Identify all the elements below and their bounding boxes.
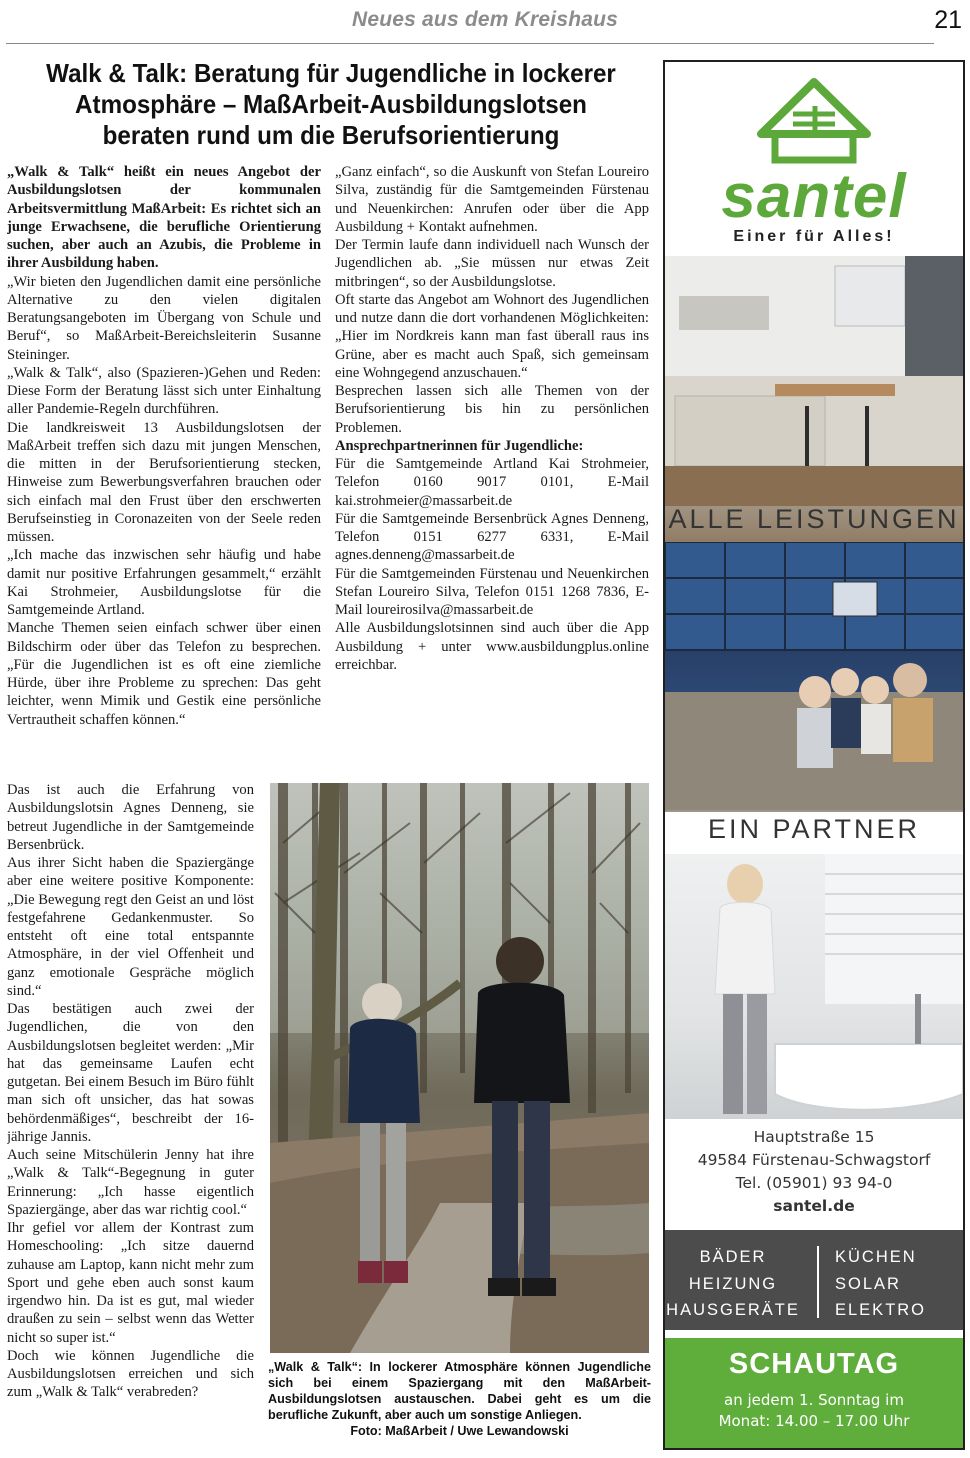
service-item: HEIZUNG bbox=[688, 1274, 778, 1293]
schautag-title: SCHAUTAG bbox=[728, 1348, 900, 1380]
article-paragraph: Aus ihrer Sicht haben die Spaziergänge aber eine weitere positive Komponente: „Die Bewegung regt den Geist an und löst festgefahrene Gedankenmuster. So entsteht oft eine total entspannte Atmosphäre, in der viel Offenheit und ganz emotionale Gespräche möglich sind.“ bbox=[7, 855, 254, 999]
page-number: 21 bbox=[934, 6, 962, 34]
service-item: KÜCHEN bbox=[835, 1248, 917, 1266]
headline-line-2: Atmosphäre – MaßArbeit-Ausbildungslotsen bbox=[75, 89, 587, 119]
photo-caption bbox=[268, 1359, 651, 1439]
kitchen-illustration bbox=[665, 256, 963, 506]
ad-bathroom-photo bbox=[665, 854, 963, 1119]
article-paragraph: Der Termin laufe dann individuell nach Wunsch der Jugendlichen ab. „Sie müssen nur etwas Zeit mitbringen“, so der Ausbildungslotse. bbox=[335, 237, 649, 290]
headline-line-1: Walk & Talk: Beratung für Jugendliche in lockerer bbox=[46, 58, 616, 88]
ad-city: 49584 Fürstenau-Schwagstorf bbox=[697, 1151, 931, 1169]
bathroom-illustration bbox=[665, 854, 963, 1119]
article-photo bbox=[270, 783, 649, 1353]
service-item: BÄDER bbox=[699, 1248, 767, 1266]
header-rule bbox=[6, 43, 934, 44]
forest-photo-illustration bbox=[270, 783, 649, 1353]
article-headline bbox=[29, 58, 634, 151]
ad-website: santel.de bbox=[773, 1197, 855, 1215]
ad-slogan: Einer für Alles! bbox=[733, 228, 895, 245]
santel-logo-icon bbox=[665, 76, 963, 164]
contacts-heading: Ansprechpartnerinnen für Jugendliche: bbox=[335, 437, 584, 454]
article-column-1-lower bbox=[7, 781, 254, 1453]
article-paragraph: Manche Themen seien einfach schwer über einen Bildschirm oder über das Telefon zu besprechen. „Für die Jugendlichen ist es oft eine ziemliche Hürde, über ihre Probleme zu sprechen: Das geht leichter, wenn Mimik und Gestik eine persönliche Vertrautheit schaffen können.“ bbox=[7, 620, 321, 728]
article-paragraph: Oft starte das Angebot am Wohnort des Jugendlichen und nutze dann die dort vorhandenen Möglichkeiten: „Hier im Nordkreis kann man fast überall raus ins Grüne, aber es macht auch Spaß, sich gemeinsam eine Wohngegend anzuschauen.“ bbox=[335, 291, 649, 381]
contact-app: Alle Ausbildungslotsinnen sind auch über die App Ausbildung + unter www.ausbildungplus.online erreichbar. bbox=[335, 620, 649, 673]
solar-roof-illustration bbox=[665, 542, 963, 810]
contact-fuerstenau: Für die Samtgemeinden Fürstenau und Neuenkirchen Stefan Loureiro Silva, Telefon 0151 1268 7836, E-Mail loureirosilva@massarbeit.de bbox=[335, 565, 649, 618]
section-title: Neues aus dem Kreishaus bbox=[351, 8, 619, 31]
ad-schautag-box bbox=[665, 1338, 963, 1448]
article-paragraph: „Ganz einfach“, so die Auskunft von Stefan Loureiro Silva, zuständig für die Samtgemeinden Fürstenau und Neuenkirchen: Anrufen oder über die App Ausbildung + Kontakt aufnehmen. bbox=[335, 164, 649, 235]
article-column-1 bbox=[7, 163, 321, 763]
ad-brand: santel bbox=[721, 162, 907, 231]
photo-credit: Foto: MaßArbeit / Uwe Lewandowski bbox=[350, 1424, 569, 1438]
schautag-hours bbox=[665, 1390, 963, 1432]
ad-services-box bbox=[665, 1230, 963, 1330]
ad-services-right bbox=[835, 1244, 926, 1324]
article-paragraph: Doch wie können Jugendliche die Ausbildungslotsen erreichen und sich zum „Walk & Talk“ verabreden? bbox=[7, 1347, 254, 1401]
caption-text: „Walk & Talk“: In lockerer Atmosphäre können Jugendliche sich bei einem Spaziergang mit den MaßArbeit-Ausbildungslotsen austauschen. Dabei geht es um die berufliche Zukunft, aber auch um sonstige Anliegen. bbox=[268, 1360, 651, 1422]
ad-label-all-services: ALLE LEISTUNGEN bbox=[668, 504, 960, 534]
article-paragraph: Das bestätigen auch zwei der Jugendlichen, die von den Ausbildungslotsen begleitet werden: „Mir hat das gemeinsame Laufen echt gutgetan. Bei einem Besuch im Büro fühlt man sich oft unsicher, das hat sowas behördenmäßiges“, beschreibt der 16-jährige Jannis. bbox=[7, 1001, 254, 1145]
ad-street: Hauptstraße 15 bbox=[753, 1128, 875, 1146]
article-paragraph: Das ist auch die Erfahrung von Ausbildungslotsin Agnes Denneng, sie betreut Jugendliche in der Samtgemeinde Bersenbrück. bbox=[7, 782, 254, 853]
ad-label-one-partner: EIN PARTNER bbox=[707, 814, 921, 844]
service-item: HAUSGERÄTE bbox=[666, 1301, 800, 1319]
schautag-line-1: an jedem 1. Sonntag im bbox=[724, 1391, 904, 1409]
contact-artland: Für die Samtgemeinde Artland Kai Strohmeier, Telefon 0160 9017 0101, E-Mail kai.strohmeier@massarbeit.de bbox=[335, 456, 649, 509]
article-lead: „Walk & Talk“ heißt ein neues Angebot der Ausbildungslotsen der kommunalen Arbeitsvermittlung MaßArbeit: Es richtet sich an junge Erwachsene, die berufliche Orientierung suchen, aber auch an Azubis, die Probleme in ihrer Ausbildung haben. bbox=[7, 164, 321, 272]
ad-solar-family-photo bbox=[665, 542, 963, 812]
article-paragraph: Auch seine Mitschülerin Jenny hat ihre „Walk & Talk“-Begegnung in guter Erinnerung: „Ich hasse eigentlich Spaziergänge, aber das war richtig cool.“ bbox=[7, 1147, 254, 1218]
schautag-line-2: Monat: 14.00 – 17.00 Uhr bbox=[718, 1412, 910, 1430]
contact-bersenbrueck: Für die Samtgemeinde Bersenbrück Agnes Denneng, Telefon 0151 6277 6331, E-Mail agnes.denneng@massarbeit.de bbox=[335, 510, 649, 564]
article-paragraph: Die landkreisweit 13 Ausbildungslotsen der MaßArbeit treffen sich dazu mit jungen Menschen, die mitten in der Berufsorientierung stecken, Hinweise zum Bewerbungsverfahren brauchen oder sich einfach mal den Frust über den erschwerten Berufseinstieg in Coronazeiten von der Seele reden müssen. bbox=[7, 419, 321, 545]
service-item: SOLAR bbox=[835, 1274, 901, 1293]
ad-phone: Tel. (05901) 93 94-0 bbox=[735, 1174, 893, 1192]
ad-services-left bbox=[663, 1244, 803, 1324]
article-paragraph: Besprechen lassen sich alle Themen von der Berufsorientierung bis hin zu persönlichen Problemen. bbox=[335, 383, 649, 436]
ad-address bbox=[665, 1126, 963, 1218]
article-paragraph: „Ich mache das inzwischen sehr häufig und habe damit nur positive Erfahrungen gesammelt,“ erzählt Kai Strohmeier, Ausbildungslotse für die Samtgemeinde Artland. bbox=[7, 547, 321, 618]
services-divider bbox=[817, 1246, 819, 1318]
article-paragraph: „Walk & Talk“, also (Spazieren-)Gehen und Reden: Diese Form der Beratung lässt sich unter Einhaltung aller Pandemie-Regeln durchführen. bbox=[7, 364, 321, 418]
headline-line-3: beraten rund um die Berufsorientierung bbox=[102, 120, 560, 150]
article-column-2 bbox=[335, 163, 649, 773]
service-item: ELEKTRO bbox=[835, 1301, 927, 1319]
article-paragraph: Ihr gefiel vor allem der Kontrast zum Homeschooling: „Ich sitze dauernd zuhause am Laptop, kann nicht mehr zum Sport und gehe eben auch sonst kaum irgendwo hin. Da ist es gut, mal wieder draußen zu sein – selbst wenn das Wetter nicht so super ist.“ bbox=[7, 1220, 254, 1346]
page-header bbox=[0, 0, 970, 46]
santel-advertisement bbox=[663, 60, 965, 1450]
ad-kitchen-photo bbox=[665, 256, 963, 546]
article-paragraph: „Wir bieten den Jugendlichen damit eine persönliche Alternative zu den vielen digitalen Beratungsangeboten im Übergang von Schule und Beruf“, so MaßArbeit-Bereichsleiterin Susanne Steininger. bbox=[7, 273, 321, 363]
